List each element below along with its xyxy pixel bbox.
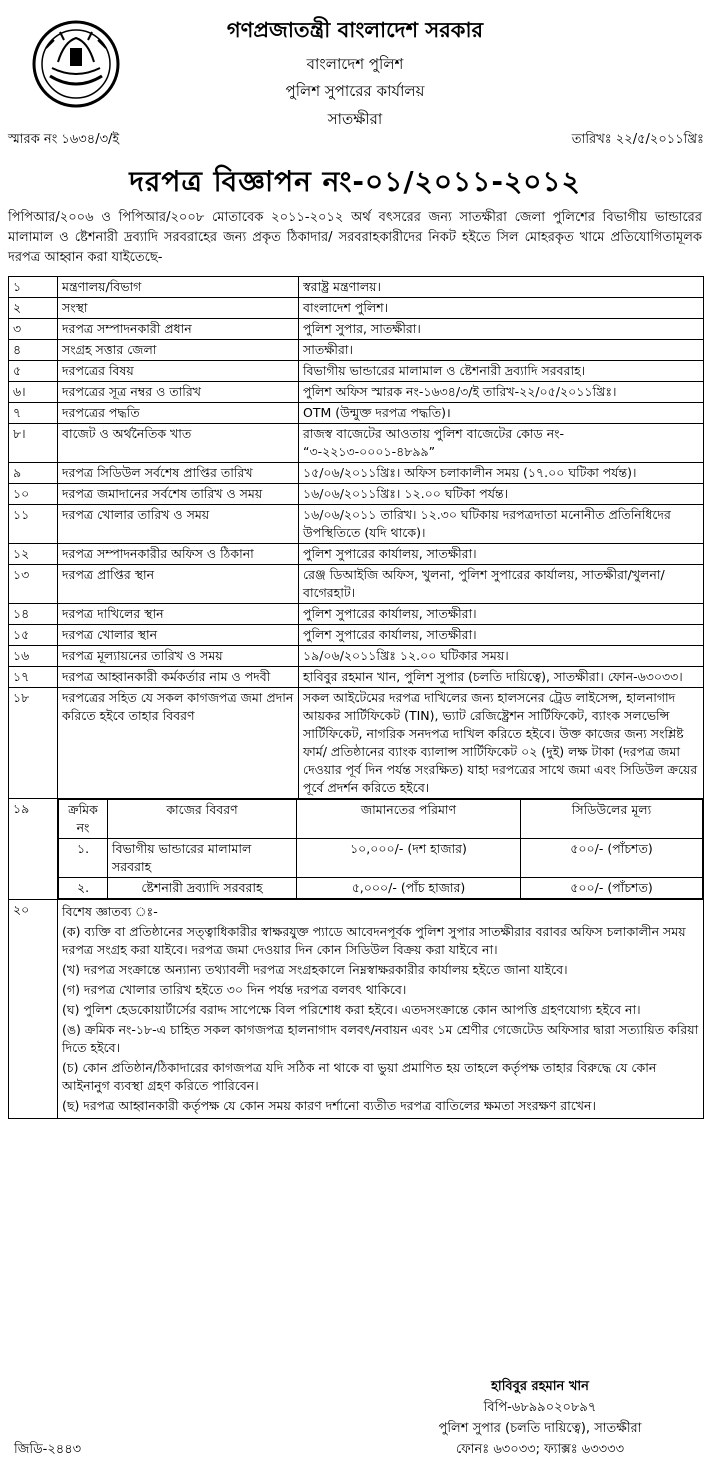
row-sn: ৪	[9, 340, 58, 361]
row-value: ১৬/০৬/২০১১খ্রিঃ। ১২.০০ ঘটিকা পর্যন্ত।	[299, 484, 704, 505]
intro-paragraph: পিপিআর/২০০৬ ও পিপিআর/২০০৮ মোতাবেক ২০১১-২০১২ অর্থ বৎসরের জন্য সাতক্ষীরা জেলা পুলিশের বিভাগীয় ভান্ডারের মালামাল ও ষ্টেশনারী দ্রব্যাদি সরবরাহের জন্য প্রকৃত ঠিকাদার/ সরবরাহকারীদের নিকট হইতে সিল মোহরকৃত খামে প্রতিযোগিতামূলক দরপত্র আহ্বান করা যাইতেছে-	[8, 210, 702, 265]
row-sn: ১৪	[9, 604, 58, 625]
row-label: দরপত্র খোলার স্থান	[58, 625, 299, 646]
table-row	[9, 505, 704, 544]
row-label: দরপত্র আহ্বানকারী কর্মকর্তার নাম ও পদবী	[58, 667, 299, 688]
table-row	[9, 403, 704, 424]
row-sn: ৬।	[9, 382, 58, 403]
row-serial: ১৯	[9, 799, 58, 900]
schedule-header-row	[59, 800, 703, 839]
row-sn: ১১	[9, 505, 58, 544]
row-sn: ৭	[9, 403, 58, 424]
row-value: সাতক্ষীরা।	[299, 340, 704, 361]
row-value: OTM (উন্মুক্ত দরপত্র পদ্ধতি)।	[299, 403, 704, 424]
note-item: (ছ) দরপত্র আহ্বানকারী কর্তৃপক্ষ যে কোন সময় কারণ দর্শানো ব্যতীত দরপত্র বাতিলের ক্ষমতা সংরক্ষণ রাখেন।	[62, 1098, 596, 1113]
schedule-table	[58, 799, 703, 899]
table-row	[9, 319, 704, 340]
row-value: ১৬/০৬/২০১১ তারিখ। ১২.৩০ ঘটিকায় দরপত্রদাতা মনোনীত প্রতিনিধিদের উপস্থিতিতে (যদি থাকে)।	[299, 505, 704, 544]
table-row	[9, 544, 704, 565]
signatory-contact: ফোনঃ ৬৩০৩৩; ফ্যাক্সঃ ৬৩৩৩৩	[455, 1442, 625, 1457]
table-row	[9, 277, 704, 298]
schedule-row: ২. ষ্টেশনারী দ্রব্যাদি সরবরাহ ৫,০০০/- (পাঁচ হাজার) ৫০০/- (পাঁচশত)	[59, 878, 703, 899]
row-label: দরপত্র খোলার তারিখ ও সময়	[58, 505, 299, 544]
table-row	[9, 340, 704, 361]
letterhead	[0, 0, 710, 147]
row-label: মন্ত্রণালয়/বিভাগ	[58, 277, 299, 298]
row-sn: ৯	[9, 463, 58, 484]
table-row-schedule	[9, 799, 704, 900]
row-label: দরপত্র সিডিউল সর্বশেষ প্রাপ্তির তারিখ	[58, 463, 299, 484]
memo-row	[8, 130, 704, 152]
tender-notice-title: দরপত্র বিজ্ঞাপন নং-০১/২০১১-২০১২	[129, 165, 581, 198]
signature-block	[390, 1376, 690, 1460]
notes-heading: বিশেষ জ্ঞাতব্য ঃ-	[62, 904, 158, 919]
schedule-row: ১. বিভাগীয় ভান্ডারের মালামাল সরবরাহ ১০,০০০/- (দশ হাজার) ৫০০/- (পাঁচশত)	[59, 839, 703, 878]
row-serial: ২০	[9, 900, 58, 1119]
signatory-name: হাবিবুর রহমান খান	[491, 1379, 589, 1394]
row-sn: ১৬	[9, 646, 58, 667]
row-label: দরপত্র সম্পাদনকারী প্রধান	[58, 319, 299, 340]
table-row	[9, 625, 704, 646]
table-row	[9, 382, 704, 403]
memo-date: তারিখঃ ২২/৫/২০১১খ্রিঃ	[571, 132, 704, 147]
table-row-notes	[9, 900, 704, 1119]
signatory-designation: পুলিশ সুপার (চলতি দায়িত্বে), সাতক্ষীরা	[438, 1421, 642, 1436]
special-notes	[58, 900, 704, 1119]
row-label: সংস্থা	[58, 298, 299, 319]
row-sn: ৮।	[9, 424, 58, 463]
note-item: (ঙ) ক্রমিক নং-১৮-এ চাহিত সকল কাগজপত্র হালনাগাদ বলবৎ/নবায়ন এবং ১ম শ্রেণীর গেজেটেড অফিসার দ্বারা সত্যায়িত করিয়া দিতে হইবে।	[62, 1022, 699, 1055]
schedule-header: ক্রমিক নং	[59, 800, 108, 839]
table-row	[9, 688, 704, 799]
schedule-header: সিডিউলের মূল্য	[521, 800, 703, 839]
row-value: সকল আইটেমের দরপত্র দাখিলের জন্য হালসনের ট্রেড লাইসেন্স, হালনাগাদ আয়কর সার্টিফিকেট (TIN), ভ্যাট রেজিষ্ট্রেশন সার্টিফিকেট, ব্যাংক সলভেন্সি সার্টিফিকেট, নাগরিক সনদপত্র দাখিল করিতে হইবে। উক্ত কাজের জন্য সংশ্লিষ্ট ফার্ম/ প্রতিষ্ঠানের ব্যাংক ব্যালান্স সার্টিফিকেট ০২ (দুই) লক্ষ টাকা (দরপত্র জমা দেওয়ার পূর্ব দিন পর্যন্ত সংরক্ষিত) যাহা দরপত্রের সাথে জমা এবং সিডিউল ক্রয়ের পূর্বে প্রদর্শন করিতে হইবে।	[299, 688, 704, 799]
row-sn: ১০	[9, 484, 58, 505]
district-name: সাতক্ষীরা	[327, 110, 383, 128]
note-item: (গ) দরপত্র খোলার তারিখ হইতে ৩০ দিন পর্যন্ত দরপত্র বলবৎ থাকিবে।	[62, 982, 407, 997]
row-value: ১৯/০৬/২০১১খ্রিঃ ১২.০০ ঘটিকার সময়।	[299, 646, 704, 667]
row-sn: ১৩	[9, 565, 58, 604]
note-item: (ক) ব্যক্তি বা প্রতিষ্ঠানের সত্ত্বাধিকারীর স্বাক্ষরযুক্ত প্যাডে আবেদনপূর্বক পুলিশ সুপার সাতক্ষীরার বরাবর অফিস চলাকালীন সময় দরপত্র সংগ্রহ করা যাইবে। দরপত্র জমা দেওয়ার দিন কোন সিডিউল বিক্রয় করা যাইবে না।	[62, 924, 686, 957]
row-label: বাজেট ও অর্থনৈতিক খাত	[58, 424, 299, 463]
row-value: ১৫/০৬/২০১১খ্রিঃ। অফিস চলাকালীন সময় (১৭.০০ ঘটিকা পর্যন্ত)।	[299, 463, 704, 484]
table-row	[9, 667, 704, 688]
table-row	[9, 565, 704, 604]
schedule-header: জামানতের পরিমাণ	[297, 800, 521, 839]
row-label: দরপত্রের বিষয়	[58, 361, 299, 382]
row-value: স্বরাষ্ট্র মন্ত্রণালয়।	[299, 277, 704, 298]
row-label: দরপত্রের সহিত যে সকল কাগজপত্র জমা প্রদান করিতে হইবে তাহার বিবরণ	[58, 688, 299, 799]
row-sn: ১৮	[9, 688, 58, 799]
table-row	[9, 604, 704, 625]
table-row	[9, 424, 704, 463]
note-item: (ঘ) পুলিশ হেডকোয়ার্টার্সের বরাদ্দ সাপেক্ষে বিল পরিশোধ করা হইবে। এতদসংক্রান্তে কোন আপত্তি গ্রহণযোগ্য হইবে না।	[62, 1002, 641, 1017]
row-label: দরপত্র সম্পাদনকারীর অফিস ও ঠিকানা	[58, 544, 299, 565]
row-value: রাজস্ব বাজেটের আওতায় পুলিশ বাজেটের কোড নং- “৩-২২১৩-০০০১-৪৮৯৯”	[299, 424, 704, 463]
table-row	[9, 361, 704, 382]
table-row	[9, 484, 704, 505]
row-value: পুলিশ সুপারের কার্যালয়, সাতক্ষীরা।	[299, 544, 704, 565]
row-value: পুলিশ সুপারের কার্যালয়, সাতক্ষীরা।	[299, 625, 704, 646]
row-label: দরপত্র মূল্যায়নের তারিখ ও সময়	[58, 646, 299, 667]
row-label: দরপত্র জমাদানের সর্বশেষ তারিখ ও সময়	[58, 484, 299, 505]
table-row	[9, 298, 704, 319]
row-sn: ১৫	[9, 625, 58, 646]
row-value: পুলিশ অফিস স্মারক নং-১৬৩৪/৩/ই তারিখ-২২/০৫/২০১১খ্রিঃ।	[299, 382, 704, 403]
row-label: দরপত্রের সূত্র নম্বর ও তারিখ	[58, 382, 299, 403]
department-name: বাংলাদেশ পুলিশ	[306, 55, 404, 73]
signatory-bp: বিপি-৬৮৯৯০২০৮৯৭	[483, 1400, 597, 1415]
row-value: হাবিবুর রহমান খান, পুলিশ সুপার (চলতি দায়িত্বে), সাতক্ষীরা। ফোন-৬৩০৩৩।	[299, 667, 704, 688]
row-label: দরপত্রের পদ্ধতি	[58, 403, 299, 424]
row-sn: ৫	[9, 361, 58, 382]
row-sn: ১	[9, 277, 58, 298]
row-label: দরপত্র দাখিলের স্থান	[58, 604, 299, 625]
government-title: গণপ্রজাতন্ত্রী বাংলাদেশ সরকার	[226, 18, 484, 42]
table-row	[9, 463, 704, 484]
table-row	[9, 646, 704, 667]
note-item: (খ) দরপত্র সংক্রান্তে অন্যান্য তথ্যাবলী দরপত্র সংগ্রহকালে নিম্নস্বাক্ষরকারীর কার্যালয় হইতে জানা যাইবে।	[62, 962, 568, 977]
row-value: বাংলাদেশ পুলিশ।	[299, 298, 704, 319]
row-sn: ১৭	[9, 667, 58, 688]
row-value: বিভাগীয় ভান্ডারের মালামাল ও ষ্টেশনারী দ্রব্যাদি সরবরাহ।	[299, 361, 704, 382]
gd-number: জিডি-২৪৪৩	[14, 1442, 82, 1457]
row-value: পুলিশ সুপার, সাতক্ষীরা।	[299, 319, 704, 340]
row-value: রেঞ্জ ডিআইজি অফিস, খুলনা, পুলিশ সুপারের কার্যালয়, সাতক্ষীরা/খুলনা/ বাগেরহাট।	[299, 565, 704, 604]
row-label: দরপত্র প্রাপ্তির স্থান	[58, 565, 299, 604]
row-sn: ২	[9, 298, 58, 319]
row-sn: ৩	[9, 319, 58, 340]
row-sn: ১২	[9, 544, 58, 565]
schedule-header: কাজের বিবরণ	[108, 800, 297, 839]
row-label: সংগ্রহ সত্তার জেলা	[58, 340, 299, 361]
row-value: পুলিশ সুপারের কার্যালয়, সাতক্ষীরা।	[299, 604, 704, 625]
tender-details-table	[8, 276, 704, 1119]
office-name: পুলিশ সুপারের কার্যালয়	[285, 82, 425, 100]
note-item: (চ) কোন প্রতিষ্ঠান/ঠিকাদারের কাগজপত্র যদি সঠিক না থাকে বা ভুয়া প্রমাণিত হয় তাহলে কর্তৃপক্ষ তাহার বিরুদ্ধে যে কোন আইনানুগ ব্যবস্থা গ্রহণ করিতে পারিবেন।	[62, 1060, 657, 1093]
memo-number: স্মারক নং ১৬৩৪/৩/ই	[8, 132, 120, 147]
